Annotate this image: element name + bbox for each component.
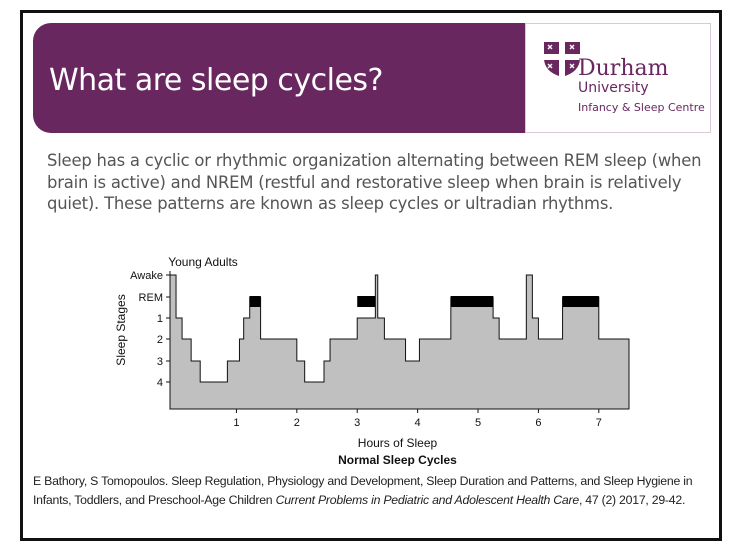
x-tick-label: 1	[233, 417, 240, 429]
chart-title: Young Adults	[168, 255, 238, 269]
y-tick-label: 3	[156, 356, 163, 368]
rem-period-bar	[451, 296, 493, 307]
rem-period-bar	[250, 296, 261, 307]
slide-frame	[20, 10, 722, 541]
x-tick-label: 2	[293, 417, 300, 429]
x-tick-label: 6	[535, 417, 542, 429]
logo-name: Durham	[578, 56, 669, 81]
y-tick-label: 1	[156, 313, 163, 325]
logo-centre: Infancy & Sleep Centre	[578, 101, 705, 114]
logo-subtitle: University	[578, 80, 649, 96]
y-tick-label: REM	[138, 292, 163, 304]
page-title: What are sleep cycles?	[49, 63, 383, 98]
rem-period-bar	[357, 296, 375, 307]
y-tick-label: 2	[156, 334, 163, 346]
x-tick-label: 3	[354, 417, 361, 429]
university-logo	[525, 23, 711, 133]
hypnogram-area	[170, 275, 629, 409]
header-bar	[33, 23, 705, 133]
intro-text: Sleep has a cyclic or rhythmic organization alternating between REM sleep (when brain is active) and NREM (restful and restorative sleep when brain is relatively quiet). These patterns are known as sleep cycles or ultradian rhythms.	[47, 151, 702, 213]
citation	[33, 472, 723, 510]
x-tick-label: 5	[474, 417, 482, 429]
x-axis-label: Hours of Sleep	[357, 436, 438, 450]
citation-journal: Current Problems in Pediatric and Adolescent Health Care	[275, 493, 579, 507]
x-tick-label: 4	[414, 417, 421, 429]
citation-authors: E Bathory, S Tomopoulos. Sleep Regulation, Physiology and Development, Sleep Duration and Patterns, and Sleep Hygiene in Infants, Toddlers, and Preschool-Age Children	[33, 474, 693, 507]
citation-tail: , 47 (2) 2017, 29-42.	[578, 493, 686, 507]
y-tick-label: Awake	[130, 270, 163, 282]
chart-caption: Normal Sleep Cycles	[338, 453, 457, 466]
sleep-hypnogram-chart	[93, 241, 653, 466]
shield-icon	[542, 40, 582, 78]
rem-period-bar	[563, 296, 599, 307]
y-axis-label: Sleep Stages	[114, 294, 128, 366]
y-tick-label: 4	[156, 377, 163, 389]
x-tick-label: 7	[595, 417, 602, 429]
